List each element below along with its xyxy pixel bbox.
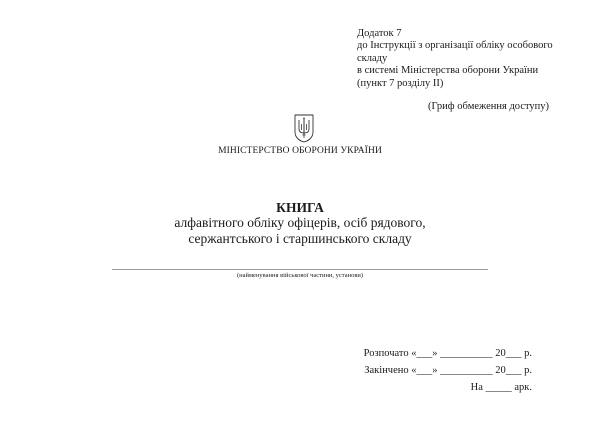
appendix-line: складу — [357, 52, 388, 64]
trident-coat-of-arms-icon — [293, 113, 315, 143]
unit-name-caption: (найменування військової частини, установи) — [236, 272, 364, 279]
started-date-line: Розпочато «___» __________ 20___ р. — [363, 348, 532, 359]
sheets-count-line: На _____ арк. — [470, 382, 532, 393]
appendix-line: в системі Міністерства оборони України — [357, 65, 539, 77]
appendix-line: до Інструкції з організації обліку особового — [357, 40, 553, 52]
dates-block — [364, 345, 532, 396]
book-subtitle — [0, 215, 600, 246]
ministry-name: МІНІСТЕРСТВО ОБОРОНИ УКРАЇНИ — [218, 146, 382, 156]
appendix-note — [357, 28, 567, 90]
unit-name-line — [112, 269, 488, 270]
book-subtitle-line: сержантського і старшинського складу — [188, 230, 412, 246]
book-subtitle-line: алфавітного обліку офіцерів, осіб рядового, — [174, 215, 426, 230]
appendix-line: (пункт 7 розділу ІІ) — [357, 77, 444, 89]
access-restriction-label: (Гриф обмеження доступу) — [428, 101, 550, 112]
appendix-line: Додаток 7 — [357, 28, 402, 39]
finished-date-line: Закінчено «___» __________ 20___ р. — [364, 365, 532, 376]
book-title: КНИГА — [276, 200, 324, 215]
